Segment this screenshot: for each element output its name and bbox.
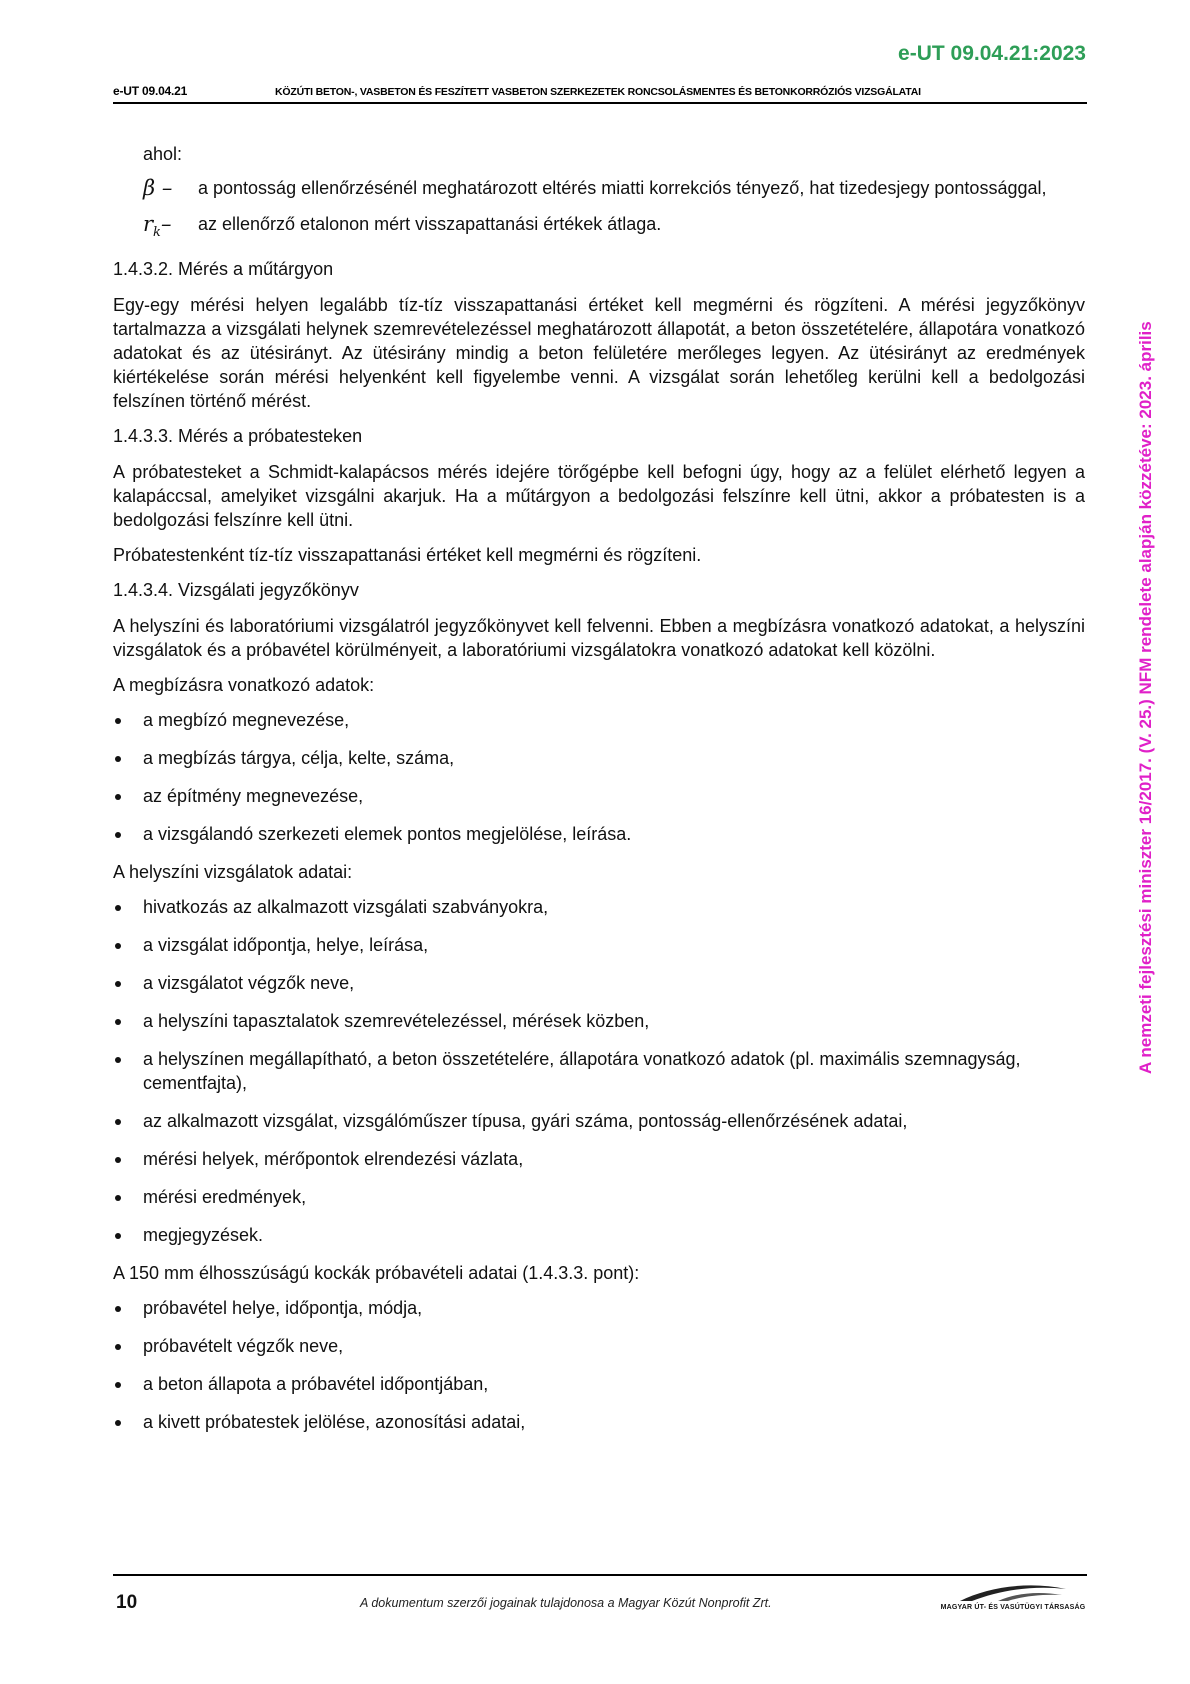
list-item: a vizsgálandó szerkezeti elemek pontos megjelölése, leírása.	[113, 822, 1085, 846]
list-heading: A helyszíni vizsgálatok adatai:	[113, 862, 353, 883]
list-item: a helyszíni tapasztalatok szemrevételezéssel, mérések közben,	[113, 1009, 1085, 1033]
bullet-list	[113, 895, 1085, 1247]
list-item: mérési helyek, mérőpontok elrendezési vázlata,	[113, 1147, 1085, 1171]
footer-divider	[113, 1574, 1087, 1576]
list-item: a helyszínen megállapítható, a beton összetételére, állapotára vonatkozó adatok (pl. maximális szemnagyság, cementfajta),	[113, 1047, 1085, 1095]
definition-rk	[143, 212, 1085, 245]
section-heading: 1.4.3.2. Mérés a műtárgyon	[113, 259, 334, 280]
list-heading: A 150 mm élhosszúságú kockák próbavételi adatai (1.4.3.3. pont):	[113, 1263, 640, 1284]
paragraph: A próbatesteket a Schmidt-kalapácsos mérés idejére törőgépbe kell befogni úgy, hogy az a felület elérhető legyen a kalapáccsal, amelyiket vizsgálni akarjuk. Ha a műtárgyon a bedolgozási felszínre kell ütni, akkor a próbatesten is a bedolgozási felszínre kell ütni.	[113, 462, 1085, 531]
page-number: 10	[116, 1592, 138, 1613]
definition-symbol: $r_k-$	[143, 212, 172, 241]
list-item: a vizsgálat időpontja, helye, leírása,	[113, 933, 1085, 957]
list-item: a kivett próbatestek jelölése, azonosítási adatai,	[113, 1410, 1085, 1434]
list-item: próbavétel helye, időpontja, módja,	[113, 1296, 1085, 1320]
where-label: ahol:	[143, 144, 183, 164]
paragraph: Próbatestenként tíz-tíz visszapattanási értéket kell megmérni és rögzíteni.	[113, 545, 702, 566]
side-publication-note: A nemzeti fejlesztési miniszter 16/2017. (V. 25.) NFM rendelete alapján közzétéve: 2023. április	[1136, 321, 1155, 1074]
list-item: megjegyzések.	[113, 1223, 1085, 1247]
list-item: a megbízás tárgya, célja, kelte, száma,	[113, 746, 1085, 770]
list-item: próbavételt végzők neve,	[113, 1334, 1085, 1358]
running-header-id: e-UT 09.04.21	[113, 84, 188, 98]
page-content	[113, 142, 1085, 1448]
organization-name: MAGYAR ÚT- ÉS VASÚTÜGYI TÁRSASÁG	[940, 1604, 1086, 1611]
definition-symbol: β –	[143, 176, 173, 200]
list-item: a megbízó megnevezése,	[113, 708, 1085, 732]
running-header-title: KÖZÚTI BETON-, VASBETON ÉS FESZÍTETT VASBETON SZERKEZETEK RONCSOLÁSMENTES ÉS BETONKORRÓZIÓS VIZSGÁLATAI	[275, 86, 921, 98]
list-heading: A megbízásra vonatkozó adatok:	[113, 675, 375, 696]
list-item: a vizsgálatot végzők neve,	[113, 971, 1085, 995]
copyright-notice: A dokumentum szerzői jogainak tulajdonosa a Magyar Közút Nonprofit Zrt.	[360, 1596, 772, 1610]
definition-text: a pontosság ellenőrzésénél meghatározott eltérés miatti korrekciós tényező, hat tizedesjegy pontossággal,	[198, 178, 1047, 198]
definition-beta	[143, 176, 1085, 200]
section-heading: 1.4.3.4. Vizsgálati jegyzőkönyv	[113, 580, 359, 601]
organization-logo	[938, 1583, 1088, 1619]
list-item: az alkalmazott vizsgálat, vizsgálóműszer típusa, gyári száma, pontosság-ellenőrzésének adatai,	[113, 1109, 1085, 1133]
bullet-list	[113, 708, 1085, 846]
list-item: az építmény megnevezése,	[113, 784, 1085, 808]
road-swoosh-logo-icon	[958, 1583, 1068, 1603]
running-header	[113, 84, 1087, 104]
list-item: hivatkozás az alkalmazott vizsgálati szabványokra,	[113, 895, 1085, 919]
list-item: mérési eredmények,	[113, 1185, 1085, 1209]
definition-text: az ellenőrző etalonon mért visszapattanási értékek átlaga.	[198, 214, 662, 234]
bullet-list	[113, 1296, 1085, 1434]
document-code: e-UT 09.04.21:2023	[898, 42, 1086, 65]
section-heading: 1.4.3.3. Mérés a próbatesteken	[113, 426, 363, 447]
paragraph: A helyszíni és laboratóriumi vizsgálatról jegyzőkönyvet kell felvenni. Ebben a megbízásra vonatkozó adatokat, a helyszíni vizsgálatok és a próbavétel körülményeit, a laboratóriumi vizsgálatokra vonatkozó adatokat kell közölni.	[113, 616, 1085, 661]
list-item: a beton állapota a próbavétel időpontjában,	[113, 1372, 1085, 1396]
paragraph: Egy-egy mérési helyen legalább tíz-tíz visszapattanási értéket kell megmérni és rögzíteni. A mérési jegyzőkönyv tartalmazza a vizsgálati helynek szemrevételezéssel meghatározott állapotát, a beton összetételére, állapotára vonatkozó adatokat és az ütésirányt. Az ütésirány mindig a beton felületére merőleges legyen. Az ütésirányt az eredmények kiértékelése során mérési helyenként kell figyelembe venni. A vizsgálat során lehetőleg kerülni kell a bedolgozási felszínen történő mérést.	[113, 295, 1085, 412]
